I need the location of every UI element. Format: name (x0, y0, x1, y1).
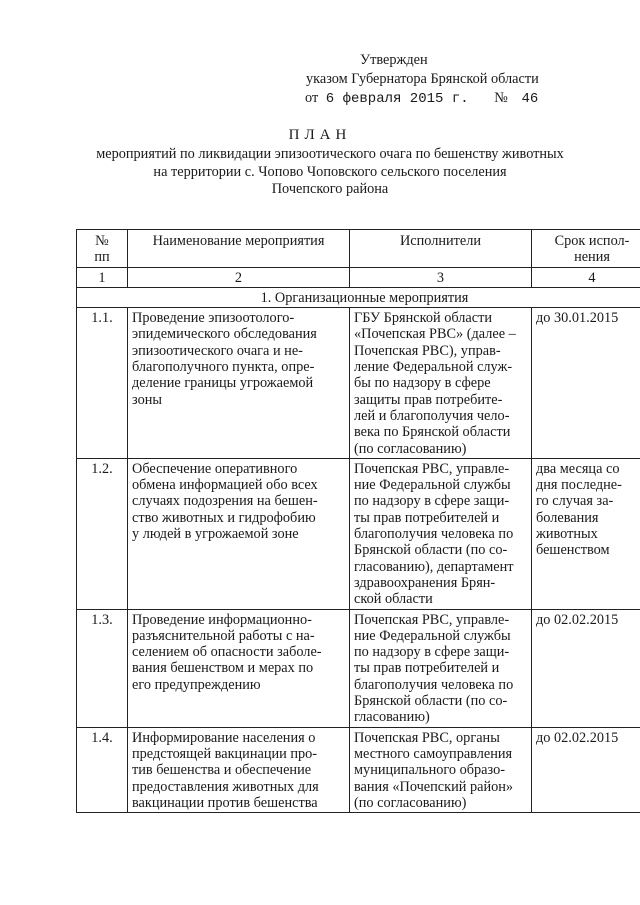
row-executors-line: по надзору в сфере защи- (354, 644, 510, 661)
row-activity-line: Проведение информационно- (132, 611, 312, 628)
row-executors-line: лей и благополучия чело- (354, 407, 510, 424)
row-deadline-line: животных (536, 526, 598, 543)
row-executors-line: Почепская РВС, органы (354, 729, 500, 746)
row-executors-line: Почепская РВС, управле- (354, 460, 510, 477)
row-deadline-line: два месяца со (536, 460, 620, 477)
row-deadline-line: дня последне- (536, 477, 622, 494)
row-activity-line: Информирование населения о (132, 729, 316, 746)
header-deadline-line: нения (574, 249, 610, 266)
row-activity-line: разъяснительной работы с на- (132, 627, 315, 644)
row-executors-line: благополучия человека по (354, 526, 514, 543)
column-number: 3 (350, 267, 532, 287)
row-executors-line: ние Федеральной службы (354, 627, 511, 644)
approval-number-label: № (494, 90, 508, 106)
row-executors-line: ты прав потребителей и (354, 509, 500, 526)
row-executors (350, 308, 532, 459)
section-title: 1. Организационные мероприятия (77, 287, 640, 307)
row-deadline-line: до 30.01.2015 (536, 310, 619, 327)
row-executors-line: Брянской области (по со- (354, 693, 508, 710)
row-executors-line: ление Федеральной служ- (354, 359, 513, 376)
row-executors-line: вания «Почепский район» (354, 778, 514, 795)
row-deadline (532, 308, 640, 459)
row-number: 1.1. (77, 308, 128, 459)
table-row (77, 458, 640, 609)
row-activity-line: предоставления животных для (132, 778, 319, 795)
approval-block (306, 52, 636, 109)
column-numbers-row (77, 267, 640, 287)
row-executors-line: ние Федеральной службы (354, 477, 511, 494)
row-activity (128, 308, 350, 459)
row-activity-line: благополучного пункта, опре- (132, 359, 315, 376)
row-activity (128, 458, 350, 609)
header-num (77, 230, 128, 268)
approval-from-label: от (305, 90, 319, 106)
subtitle-line: на территории с. Чопово Чоповского сельского поселения (153, 163, 507, 180)
row-executors-line: муниципального образо- (354, 762, 505, 779)
plan-title: ПЛАН (288, 127, 352, 143)
row-executors-line: «Почепская РВС» (далее – (354, 326, 516, 343)
row-executors-line: ты прав потребителей и (354, 660, 500, 677)
row-executors-line: Почепская РВС, управле- (354, 611, 510, 628)
row-executors-line: местного самоуправления (354, 745, 513, 762)
row-executors-line: здравоохранения Брян- (354, 574, 496, 591)
row-activity (128, 609, 350, 727)
row-executors-line: Брянской области (по со- (354, 542, 508, 559)
row-deadline (532, 609, 640, 727)
row-number: 1.4. (77, 727, 128, 812)
row-activity-line: его предупреждению (132, 676, 261, 693)
row-executors-line: ской области (354, 591, 433, 608)
subtitle-line: мероприятий по ликвидации эпизоотического очага по бешенству животных (96, 146, 564, 162)
table-row (77, 609, 640, 727)
row-activity-line: вакцинации против бешенства (132, 794, 318, 811)
row-activity-line: Обеспечение оперативного (132, 460, 298, 477)
row-number: 1.2. (77, 458, 128, 609)
row-activity-line: деление границы угрожаемой (132, 375, 314, 392)
approval-number: 46 (521, 91, 539, 107)
header-name: Наименование мероприятия (128, 230, 350, 268)
row-activity-line: тив бешенства и обеспечение (132, 762, 312, 779)
row-deadline-line: болевания (536, 509, 599, 526)
row-deadline (532, 727, 640, 812)
row-executors-line: бы по надзору в сфере (354, 375, 491, 392)
approval-decree: указом Губернатора Брянской области (306, 71, 539, 87)
row-executors-line: (по согласованию) (354, 440, 467, 457)
approval-date-line (305, 90, 636, 109)
row-deadline-line: бешенством (536, 542, 610, 559)
section-row (77, 287, 640, 307)
row-executors-line: благополучия человека по (354, 676, 514, 693)
row-deadline (532, 458, 640, 609)
row-activity (128, 727, 350, 812)
row-deadline-line: до 02.02.2015 (536, 611, 619, 628)
row-deadline-line: до 02.02.2015 (536, 729, 619, 746)
plan-table (76, 229, 640, 813)
row-activity-line: Проведение эпизоотолого- (132, 310, 295, 327)
row-executors-line: века по Брянской области (354, 424, 511, 441)
row-deadline-line: го случая за- (536, 493, 614, 510)
row-executors-line: по надзору в сфере защи- (354, 493, 510, 510)
table-row (77, 727, 640, 812)
row-activity-line: эпидемического обследования (132, 326, 317, 343)
row-activity-line: селением об опасности заболе- (132, 644, 322, 661)
row-number: 1.3. (77, 609, 128, 727)
header-num-line: пп (94, 249, 110, 266)
approval-title: Утвержден (360, 52, 428, 68)
column-number: 2 (128, 267, 350, 287)
column-number: 4 (532, 267, 640, 287)
row-executors-line: Почепская РВС), управ- (354, 342, 501, 359)
row-activity-line: зоны (132, 391, 162, 408)
table-body (77, 308, 640, 813)
row-activity-line: эпизоотического очага и не- (132, 342, 303, 359)
row-activity-line: случаях подозрения на бешен- (132, 493, 318, 510)
approval-date: 6 февраля 2015 г. (325, 91, 469, 107)
row-executors-line: гласованию) (354, 709, 430, 726)
row-activity-line: вания бешенством и мерах по (132, 660, 314, 677)
table-header-row (77, 230, 640, 268)
row-activity-line: обмена информацией обо всех (132, 477, 318, 494)
row-executors-line: ГБУ Брянской области (354, 310, 492, 327)
plan-subtitle (60, 146, 600, 199)
row-executors-line: защиты прав потребите- (354, 391, 503, 408)
table-row (77, 308, 640, 459)
column-number: 1 (77, 267, 128, 287)
row-executors (350, 458, 532, 609)
row-executors-line: (по согласованию) (354, 794, 467, 811)
row-activity-line: ство животных и гидрофобию (132, 509, 316, 526)
header-deadline-line: Срок испол- (554, 233, 630, 249)
header-deadline (532, 230, 640, 268)
subtitle-line: Почепского района (271, 181, 389, 197)
row-executors (350, 727, 532, 812)
row-executors-line: гласованию), департамент (354, 558, 514, 575)
header-num-line: № (95, 233, 109, 249)
header-executors: Исполнители (350, 230, 532, 268)
row-activity-line: предстоящей вакцинации про- (132, 745, 318, 762)
row-activity-line: у людей в угрожаемой зоне (132, 526, 299, 543)
row-executors (350, 609, 532, 727)
